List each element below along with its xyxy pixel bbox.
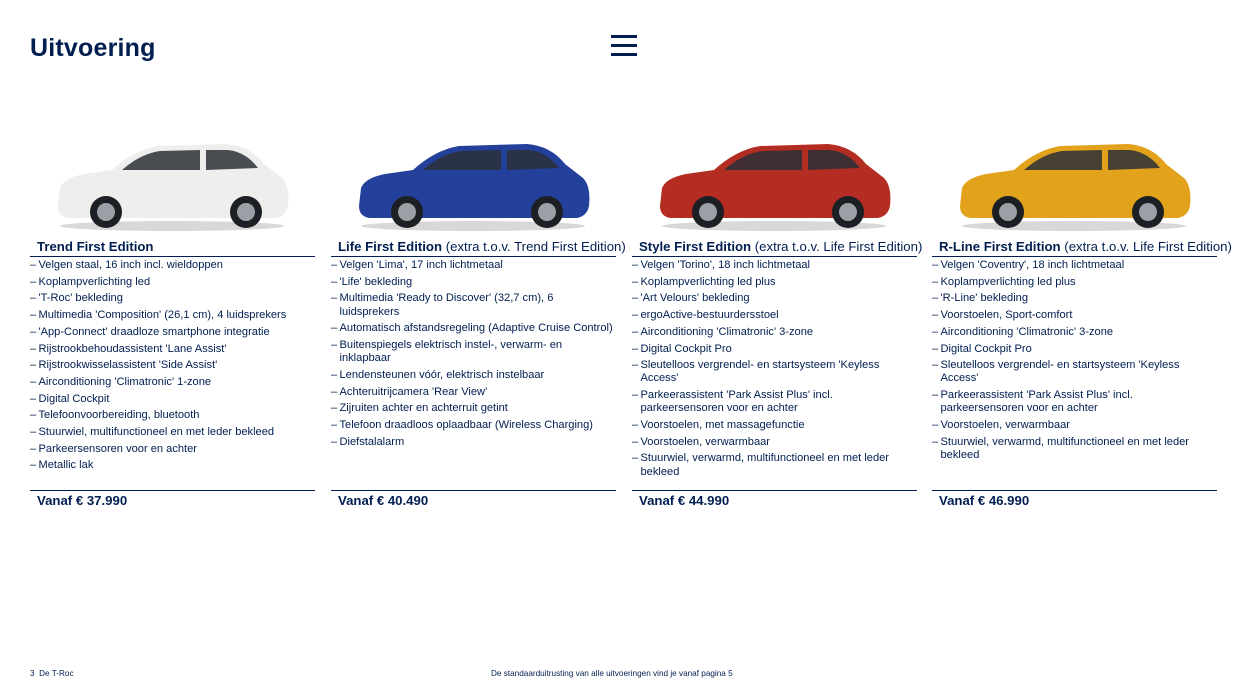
menu-bar: [611, 35, 637, 38]
feature-item: – Stuurwiel, verwarmd, multifunctioneel en met leder bekleed: [932, 436, 1217, 462]
feature-item: – 'App-Connect' draadloze smartphone integratie: [30, 326, 315, 339]
version-column-trend: [30, 128, 315, 518]
page-title: Uitvoering: [30, 34, 156, 62]
version-heading: [338, 238, 626, 256]
price: Vanaf € 44.990: [639, 493, 730, 508]
price-divider: [331, 490, 616, 491]
page-number: 3: [30, 669, 35, 678]
price-divider: [30, 490, 315, 491]
version-column-life: [331, 128, 626, 518]
feature-item: – Voorstoelen, verwarmbaar: [932, 419, 1217, 432]
price-divider: [932, 490, 1217, 491]
price: Vanaf € 40.490: [338, 493, 429, 508]
version-heading: [37, 238, 319, 256]
feature-item: – Diefstalalarm: [331, 436, 616, 449]
price-divider: [632, 490, 917, 491]
feature-list: [331, 259, 616, 452]
heading-divider: [331, 256, 616, 257]
feature-item: – Koplampverlichting led plus: [632, 276, 917, 289]
feature-item: – Multimedia 'Ready to Discover' (32,7 cm), 6 luidsprekers: [331, 292, 616, 318]
car-image: [652, 128, 897, 232]
feature-item: – Achteruitrijcamera 'Rear View': [331, 386, 616, 399]
feature-item: – Metallic lak: [30, 459, 315, 472]
feature-item: – Koplampverlichting led plus: [932, 276, 1217, 289]
car-image: [351, 128, 596, 232]
feature-item: – Koplampverlichting led: [30, 276, 315, 289]
feature-item: – Parkeerassistent 'Park Assist Plus' incl. parkeersensoren voor en achter: [932, 389, 1217, 415]
feature-item: – Digital Cockpit Pro: [932, 343, 1217, 356]
feature-item: – Stuurwiel, verwarmd, multifunctioneel en met leder bekleed: [632, 452, 917, 478]
feature-item: – Parkeerassistent 'Park Assist Plus' incl. parkeersensoren voor en achter: [632, 389, 917, 415]
feature-item: – Stuurwiel, multifunctioneel en met leder bekleed: [30, 426, 315, 439]
version-extra: (extra t.o.v. Trend First Edition): [445, 239, 626, 254]
menu-bar: [611, 44, 637, 47]
version-heading: [639, 238, 921, 256]
feature-item: – Airconditioning 'Climatronic' 3-zone: [632, 326, 917, 339]
version-extra: (extra t.o.v. Life First Edition): [1064, 239, 1232, 254]
feature-item: – Parkeersensoren voor en achter: [30, 443, 315, 456]
feature-item: – Telefoonvoorbereiding, bluetooth: [30, 409, 315, 422]
feature-list: [30, 259, 315, 476]
version-name: Life First Edition: [338, 239, 443, 254]
feature-item: – Rijstrookbehoudassistent 'Lane Assist': [30, 343, 315, 356]
feature-item: – Telefoon draadloos oplaadbaar (Wireless Charging): [331, 419, 616, 432]
hamburger-menu-icon[interactable]: [611, 35, 637, 57]
footer-page-info: [30, 669, 74, 678]
feature-item: – Velgen 'Coventry', 18 inch lichtmetaal: [932, 259, 1217, 272]
feature-item: – Digital Cockpit: [30, 393, 315, 406]
heading-divider: [932, 256, 1217, 257]
feature-item: – Sleutelloos vergrendel- en startsysteem 'Keyless Access': [932, 359, 1217, 385]
feature-list: [632, 259, 917, 482]
feature-item: – Sleutelloos vergrendel- en startsysteem 'Keyless Access': [632, 359, 917, 385]
version-column-style: [632, 128, 923, 518]
feature-list: [932, 259, 1217, 466]
heading-divider: [632, 256, 917, 257]
footer-section: De T-Roc: [39, 669, 74, 678]
car-image: [50, 128, 295, 232]
car-image: [952, 128, 1197, 232]
price: Vanaf € 46.990: [939, 493, 1030, 508]
feature-item: – Velgen 'Lima', 17 inch lichtmetaal: [331, 259, 616, 272]
version-column-r-line: [932, 128, 1232, 518]
feature-item: – ergoActive-bestuurdersstoel: [632, 309, 917, 322]
version-name: Style First Edition: [639, 239, 752, 254]
feature-item: – 'T-Roc' bekleding: [30, 292, 315, 305]
menu-bar: [611, 53, 637, 56]
feature-item: – Zijruiten achter en achterruit getint: [331, 402, 616, 415]
feature-item: – Rijstrookwisselassistent 'Side Assist': [30, 359, 315, 372]
feature-item: – Voorstoelen, met massagefunctie: [632, 419, 917, 432]
feature-item: – Velgen 'Torino', 18 inch lichtmetaal: [632, 259, 917, 272]
feature-item: – Velgen staal, 16 inch incl. wieldoppen: [30, 259, 315, 272]
feature-item: – Digital Cockpit Pro: [632, 343, 917, 356]
feature-item: – Airconditioning 'Climatronic' 3-zone: [932, 326, 1217, 339]
version-name: Trend First Edition: [37, 239, 154, 254]
feature-item: – Voorstoelen, Sport-comfort: [932, 309, 1217, 322]
price: Vanaf € 37.990: [37, 493, 128, 508]
feature-item: – Airconditioning 'Climatronic' 1-zone: [30, 376, 315, 389]
feature-item: – Lendensteunen vóór, elektrisch instelbaar: [331, 369, 616, 382]
heading-divider: [30, 256, 315, 257]
feature-item: – 'R-Line' bekleding: [932, 292, 1217, 305]
version-name: R-Line First Edition: [939, 239, 1061, 254]
feature-item: – 'Life' bekleding: [331, 276, 616, 289]
feature-item: – Automatisch afstandsregeling (Adaptive Cruise Control): [331, 322, 616, 335]
version-heading: [939, 238, 1232, 256]
feature-item: – Voorstoelen, verwarmbaar: [632, 436, 917, 449]
version-extra: (extra t.o.v. Life First Edition): [754, 239, 923, 254]
feature-item: – Buitenspiegels elektrisch instel-, verwarm- en inklapbaar: [331, 339, 616, 365]
footer-note: De standaarduitrusting van alle uitvoeringen vind je vanaf pagina 5: [491, 669, 733, 678]
feature-item: – Multimedia 'Composition' (26,1 cm), 4 luidsprekers: [30, 309, 315, 322]
feature-item: – 'Art Velours' bekleding: [632, 292, 917, 305]
